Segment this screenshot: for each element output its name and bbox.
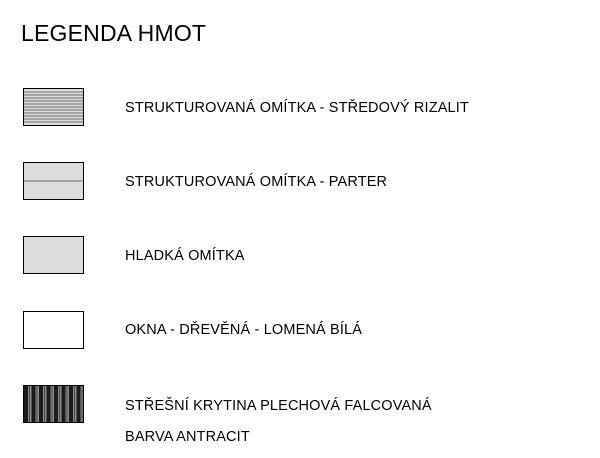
legend-swatch-strukturovana-omitka-rizalit bbox=[23, 88, 84, 126]
legend-swatch-okna bbox=[23, 311, 84, 349]
legend-label-okna: OKNA - DŘEVĚNÁ - LOMENÁ BÍLÁ bbox=[125, 322, 363, 338]
legend-swatch-hladka-omitka bbox=[23, 236, 84, 274]
legend-label-strukturovana-omitka-rizalit: STRUKTUROVANÁ OMÍTKA - STŘEDOVÝ RIZALIT bbox=[125, 100, 469, 116]
legend-label-stresni-krytina: STŘEŠNÍ KRYTINA PLECHOVÁ FALCOVANÁ bbox=[125, 398, 432, 414]
legend-swatch-strukturovana-omitka-parter bbox=[23, 162, 84, 200]
legend-title: LEGENDA HMOT bbox=[21, 20, 207, 46]
legend-label-stresni-krytina-barva: BARVA ANTRACIT bbox=[125, 429, 250, 445]
legend-label-hladka-omitka: HLADKÁ OMÍTKA bbox=[125, 248, 245, 264]
legend-label-strukturovana-omitka-parter: STRUKTUROVANÁ OMÍTKA - PARTER bbox=[125, 174, 388, 190]
legend-swatch-stresni-krytina bbox=[23, 385, 84, 423]
